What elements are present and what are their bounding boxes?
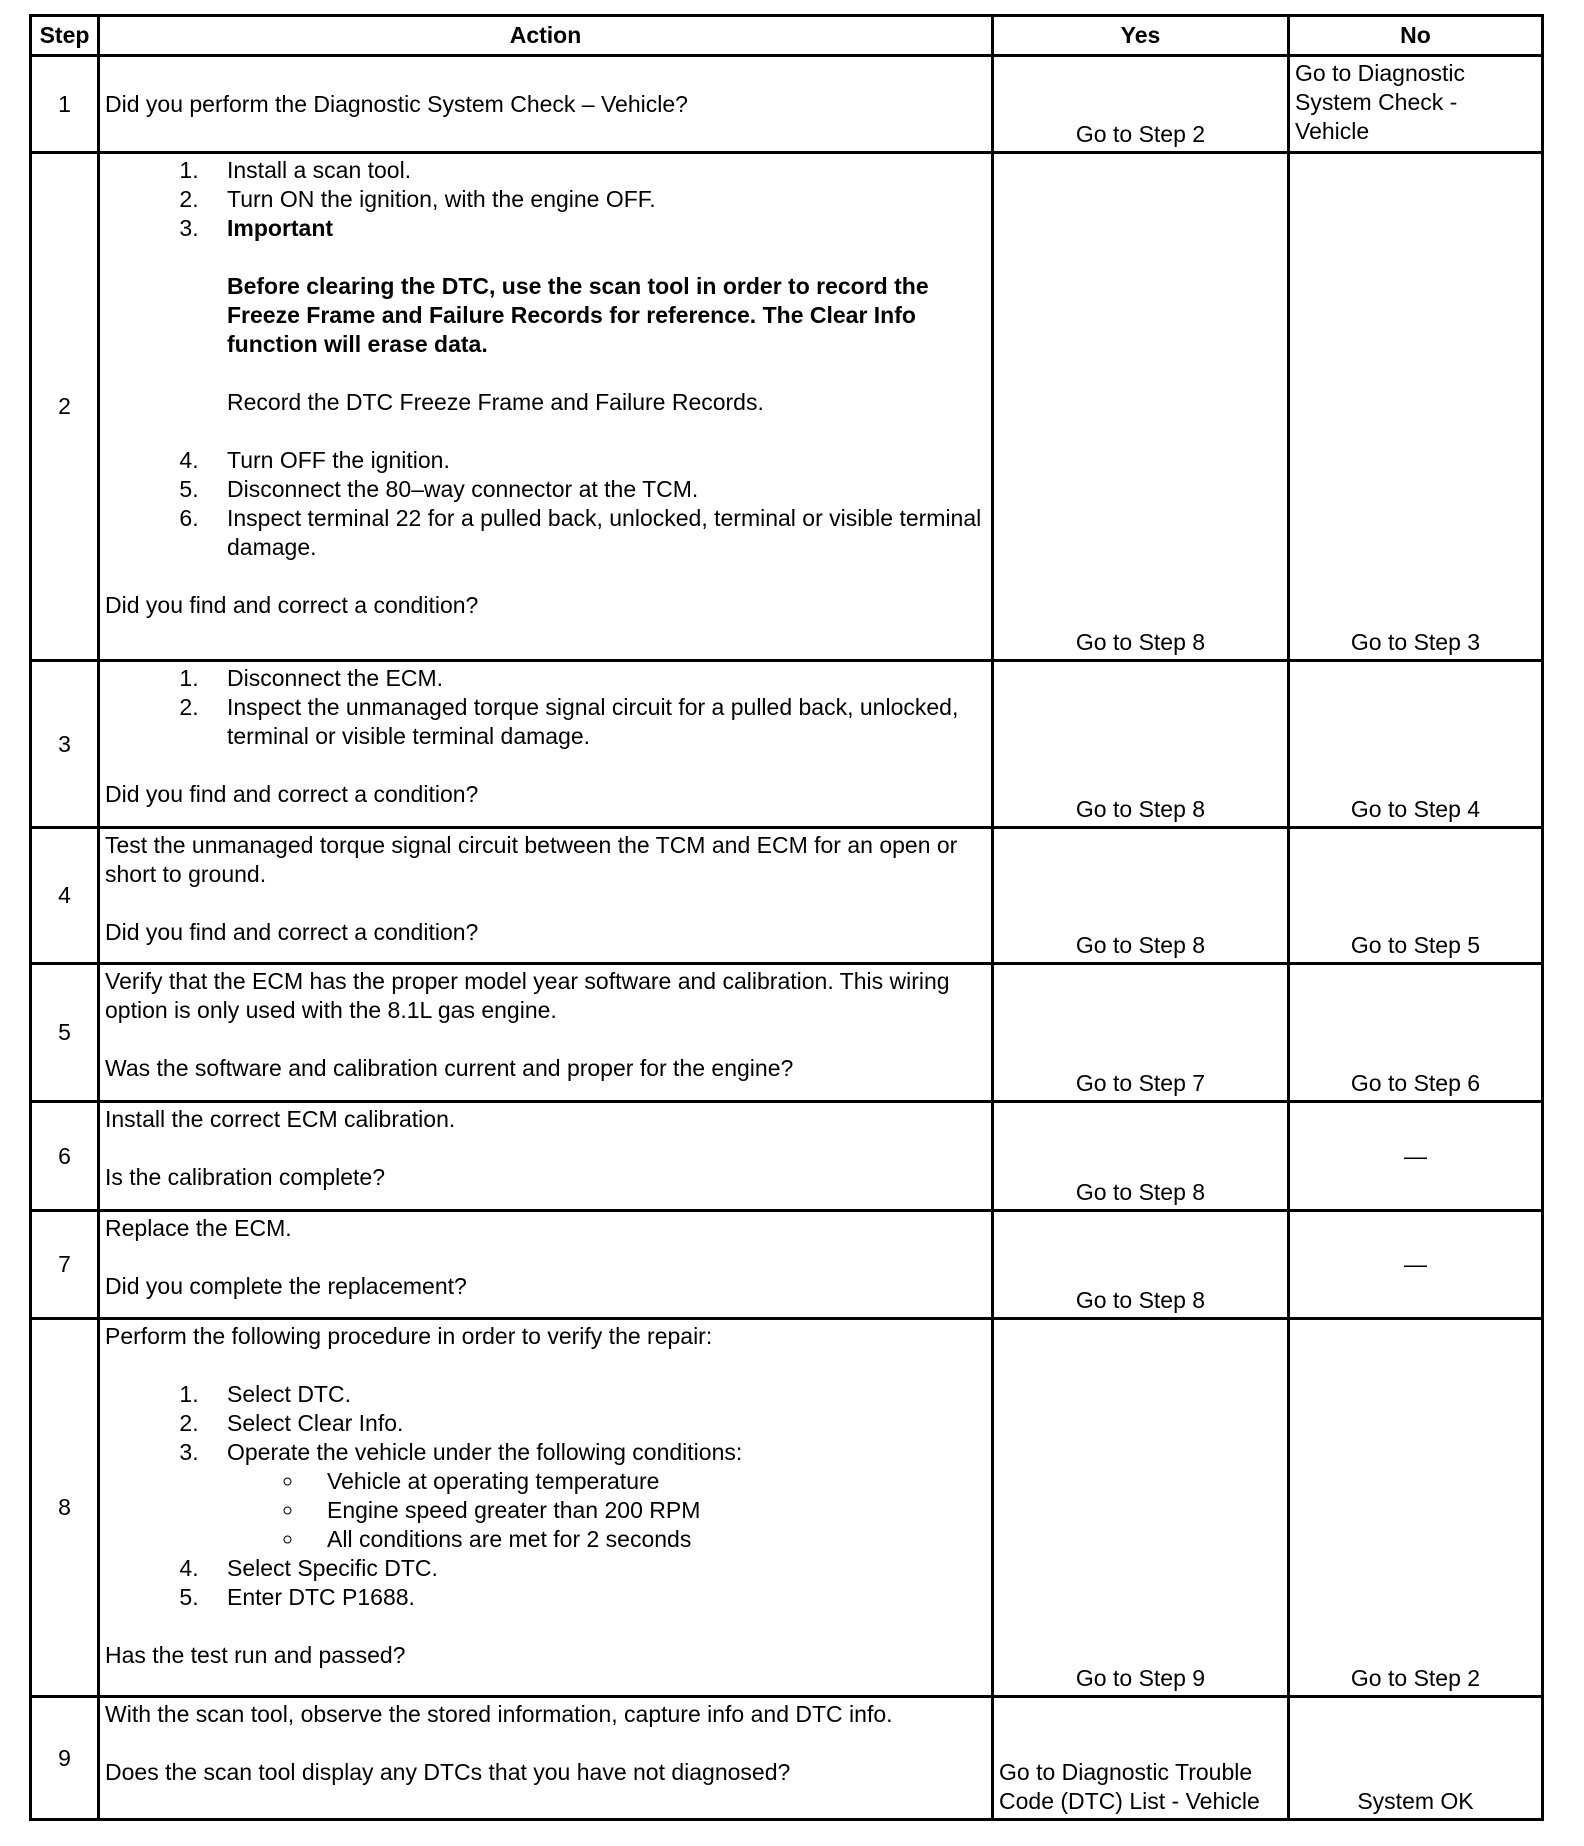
conditions-list: [227, 1467, 986, 1554]
step-number: 4: [31, 828, 99, 964]
no-cell: —: [1289, 1211, 1543, 1319]
no-cell: Go to Step 2: [1289, 1319, 1543, 1697]
no-cell: Go to Step 4: [1289, 661, 1543, 828]
table-row: [31, 828, 1543, 964]
action-text: Install the correct ECM calibration.: [105, 1106, 456, 1132]
no-cell: Go to Step 5: [1289, 828, 1543, 964]
action-text: Perform the following procedure in order to verify the repair:: [105, 1323, 713, 1349]
yes-cell: Go to Step 8: [993, 1102, 1289, 1211]
header-step: Step: [31, 16, 99, 56]
table-row: [31, 1319, 1543, 1697]
record-instruction: Record the DTC Freeze Frame and Failure Records.: [227, 389, 764, 415]
step-number: 8: [31, 1319, 99, 1697]
table-row: [31, 1102, 1543, 1211]
header-action: Action: [99, 16, 993, 56]
action-text: Verify that the ECM has the proper model year software and calibration. This wiring option is only used with the 8.1L gas engine.: [105, 968, 950, 1023]
action-question: Did you find and correct a condition?: [105, 919, 479, 945]
list-item: 2. Select Clear Info.: [205, 1409, 986, 1438]
yes-cell: Go to Diagnostic Trouble Code (DTC) List - Vehicle: [993, 1697, 1289, 1820]
procedure-list: [105, 664, 986, 751]
yes-cell: Go to Step 8: [993, 828, 1289, 964]
action-cell: [99, 1697, 993, 1820]
table-row: [31, 964, 1543, 1102]
diagnostic-table: [29, 14, 1544, 1821]
list-item: [205, 1438, 986, 1554]
action-question: Did you perform the Diagnostic System Check – Vehicle?: [105, 90, 688, 117]
step-number: 5: [31, 964, 99, 1102]
action-text: With the scan tool, observe the stored information, capture info and DTC info.: [105, 1701, 893, 1727]
yes-cell: Go to Step 9: [993, 1319, 1289, 1697]
list-item: 1. Select DTC.: [205, 1380, 986, 1409]
list-item: 2. Inspect the unmanaged torque signal circuit for a pulled back, unlocked, terminal or visible terminal damage.: [205, 693, 986, 751]
step-number: 9: [31, 1697, 99, 1820]
list-item-important: [205, 214, 986, 446]
step-number: 1: [31, 56, 99, 153]
step-number: 6: [31, 1102, 99, 1211]
header-yes: Yes: [993, 16, 1289, 56]
action-question: Did you find and correct a condition?: [105, 781, 479, 807]
table-row: [31, 661, 1543, 828]
list-item: 4. Select Specific DTC.: [205, 1554, 986, 1583]
yes-cell: Go to Step 7: [993, 964, 1289, 1102]
no-cell: Go to Step 3: [1289, 153, 1543, 661]
table-row: [31, 56, 1543, 153]
no-cell: —: [1289, 1102, 1543, 1211]
list-item: 5. Disconnect the 80–way connector at the TCM.: [205, 475, 986, 504]
list-item: 1. Install a scan tool.: [205, 156, 986, 185]
action-cell: [99, 1319, 993, 1697]
yes-cell: Go to Step 8: [993, 1211, 1289, 1319]
action-question: Is the calibration complete?: [105, 1164, 385, 1190]
list-item: 5. Enter DTC P1688.: [205, 1583, 986, 1612]
yes-cell: Go to Step 8: [993, 661, 1289, 828]
action-question: Does the scan tool display any DTCs that you have not diagnosed?: [105, 1759, 791, 1785]
list-item: 1. Disconnect the ECM.: [205, 664, 986, 693]
step-number: 3: [31, 661, 99, 828]
important-heading: 3. Important: [227, 215, 334, 241]
action-cell: [99, 1211, 993, 1319]
yes-cell: Go to Step 8: [993, 153, 1289, 661]
table-row: [31, 1211, 1543, 1319]
action-question: Was the software and calibration current and proper for the engine?: [105, 1055, 794, 1081]
table-row: [31, 1697, 1543, 1820]
list-item: 2. Turn ON the ignition, with the engine OFF.: [205, 185, 986, 214]
step-number: 7: [31, 1211, 99, 1319]
header-no: No: [1289, 16, 1543, 56]
header-row: [31, 16, 1543, 56]
action-cell: [99, 153, 993, 661]
condition-item: ◦ All conditions are met for 2 seconds: [305, 1525, 986, 1554]
important-note: Before clearing the DTC, use the scan tool in order to record the Freeze Frame and Failure Records for reference. The Clear Info function will erase data.: [227, 273, 929, 357]
table-row: [31, 153, 1543, 661]
condition-item: ◦ Engine speed greater than 200 RPM: [305, 1496, 986, 1525]
action-cell: [99, 1102, 993, 1211]
no-cell: Go to Step 6: [1289, 964, 1543, 1102]
list-item-text: Operate the vehicle under the following conditions:: [227, 1439, 743, 1465]
action-cell: [99, 964, 993, 1102]
yes-cell: Go to Step 2: [993, 56, 1289, 153]
action-question: Did you complete the replacement?: [105, 1273, 467, 1299]
list-item: 4. Turn OFF the ignition.: [205, 446, 986, 475]
action-cell: [99, 56, 993, 153]
no-cell: System OK: [1289, 1697, 1543, 1820]
step-number: 2: [31, 153, 99, 661]
procedure-list: [105, 156, 986, 562]
action-text: Replace the ECM.: [105, 1215, 292, 1241]
procedure-list: [105, 1380, 986, 1612]
action-question: Did you find and correct a condition?: [105, 592, 479, 618]
action-cell: [99, 661, 993, 828]
list-item: 6. Inspect terminal 22 for a pulled back, unlocked, terminal or visible terminal damage.: [205, 504, 986, 562]
no-cell: Go to Diagnostic System Check - Vehicle: [1289, 56, 1543, 153]
condition-item: ◦ Vehicle at operating temperature: [305, 1467, 986, 1496]
action-cell: [99, 828, 993, 964]
action-question: Has the test run and passed?: [105, 1642, 406, 1668]
action-text: Test the unmanaged torque signal circuit between the TCM and ECM for an open or short to ground.: [105, 832, 958, 887]
